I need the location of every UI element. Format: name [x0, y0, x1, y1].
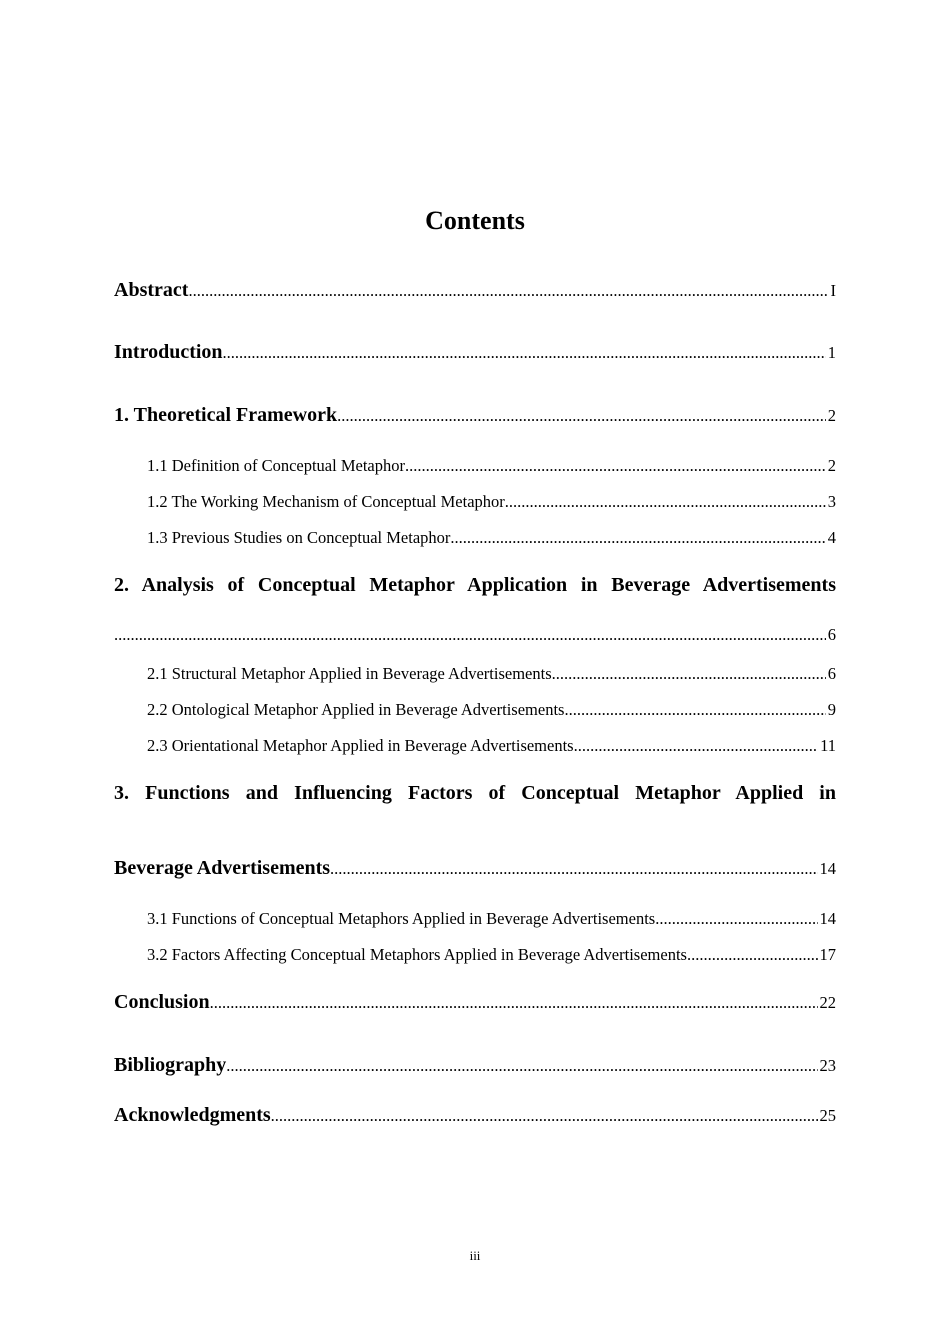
toc-label: Abstract — [114, 279, 189, 301]
toc-label: 1.3 Previous Studies on Conceptual Metaphor — [147, 528, 451, 547]
toc-leader — [655, 909, 817, 929]
toc-label: 1. Theoretical Framework — [114, 404, 338, 426]
toc-leader — [552, 664, 826, 684]
toc-label: 3.2 Factors Affecting Conceptual Metaphors Applied in Beverage Advertisements — [147, 945, 687, 964]
toc-page-number: 3 — [827, 492, 836, 511]
toc-leader — [450, 528, 825, 548]
toc-page-number: I — [830, 281, 836, 300]
toc-leader — [405, 456, 826, 476]
toc-label: 3.1 Functions of Conceptual Metaphors Applied in Beverage Advertisements — [147, 909, 656, 928]
toc-page-number: 6 — [827, 625, 836, 644]
toc-entry-abstract[interactable] — [114, 279, 836, 302]
toc-label: Conclusion — [114, 991, 210, 1013]
toc-leader — [226, 1056, 817, 1076]
toc-entry-chapter-2-title[interactable]: 2. Analysis of Conceptual Metaphor Application in Beverage Advertisements — [114, 574, 836, 596]
page-number-footer: iii — [469, 1248, 481, 1263]
toc-page-number: 2 — [827, 406, 836, 425]
toc-leader — [687, 945, 818, 965]
toc-page-number: 2 — [827, 456, 836, 475]
toc-label: Bibliography — [114, 1054, 227, 1076]
toc-leader — [271, 1106, 818, 1126]
toc-leader — [574, 736, 819, 756]
toc-page-number: 4 — [827, 528, 836, 547]
toc-leader — [188, 281, 828, 301]
toc-page-number: 1 — [827, 343, 836, 362]
toc-leader — [505, 492, 826, 512]
toc-leader — [330, 859, 817, 879]
toc-entry-3-1[interactable] — [147, 909, 836, 929]
toc-leader — [337, 406, 826, 426]
toc-label: 2.3 Orientational Metaphor Applied in Beverage Advertisements — [147, 736, 574, 755]
page-title: Contents — [425, 206, 525, 235]
toc-entry-2-1[interactable] — [147, 664, 836, 684]
toc-page-number: 11 — [820, 736, 836, 755]
toc-entry-2-3[interactable] — [147, 736, 836, 756]
toc-entry-chapter-3[interactable] — [114, 857, 836, 880]
toc-entry-introduction[interactable] — [114, 341, 836, 364]
toc-entry-acknowledgments[interactable] — [114, 1104, 836, 1127]
toc-page-number: 22 — [819, 993, 836, 1012]
toc-page-number: 14 — [819, 909, 836, 928]
toc-entry-1-1[interactable] — [147, 456, 836, 476]
toc-leader — [564, 700, 825, 720]
toc-label: Beverage Advertisements — [114, 857, 331, 879]
toc-page-number: 6 — [827, 664, 836, 683]
toc-leader — [223, 343, 826, 363]
toc-entry-bibliography[interactable] — [114, 1054, 836, 1077]
toc-leader — [114, 625, 826, 645]
toc-entry-chapter-2[interactable] — [114, 625, 836, 645]
toc-label: 1.1 Definition of Conceptual Metaphor — [147, 456, 405, 475]
toc-label: 2.1 Structural Metaphor Applied in Beverage Advertisements — [147, 664, 552, 683]
toc-page-number: 14 — [819, 859, 836, 878]
toc-entry-2-2[interactable] — [147, 700, 836, 720]
toc-label: 2.2 Ontological Metaphor Applied in Beverage Advertisements — [147, 700, 565, 719]
toc-entry-chapter-1[interactable] — [114, 404, 836, 427]
toc-label: Acknowledgments — [114, 1104, 271, 1126]
toc-entry-chapter-3-title[interactable]: 3. Functions and Influencing Factors of Conceptual Metaphor Applied in — [114, 782, 836, 804]
toc-page-number: 17 — [819, 945, 836, 964]
toc-label: 1.2 The Working Mechanism of Conceptual Metaphor — [147, 492, 505, 511]
toc-page-number: 25 — [819, 1106, 836, 1125]
toc-page-number: 23 — [819, 1056, 836, 1075]
toc-entry-conclusion[interactable] — [114, 991, 836, 1014]
toc-page-number: 9 — [827, 700, 836, 719]
toc-leader — [210, 993, 818, 1013]
toc-entry-1-3[interactable] — [147, 528, 836, 548]
toc-label: Introduction — [114, 341, 223, 363]
toc-entry-3-2[interactable] — [147, 945, 836, 965]
toc-entry-1-2[interactable] — [147, 492, 836, 512]
